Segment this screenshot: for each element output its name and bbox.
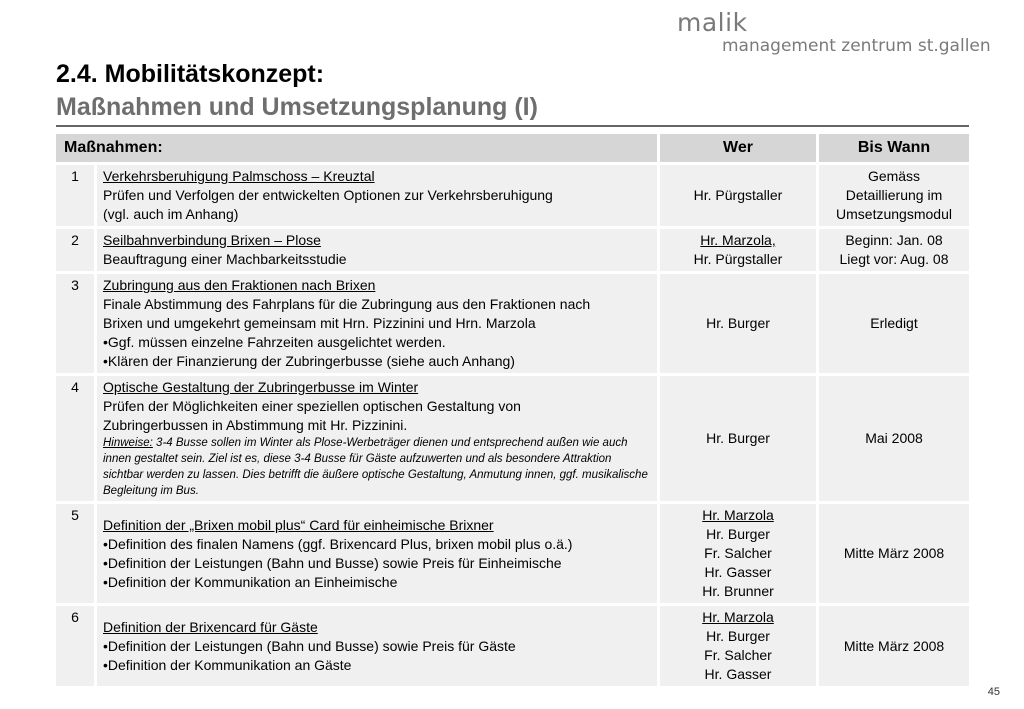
page-title: 2.4. Mobilitätskonzept: <box>56 60 325 88</box>
measure-line: Zubringerbussen in Abstimmung mit Hr. Pizzinini. <box>103 417 408 433</box>
logo-subtitle: management zentrum st.gallen <box>722 36 991 56</box>
measure-line: •Definition der Kommunikation an Einheimische <box>103 573 398 590</box>
deadline-line: Detaillierung im <box>845 187 943 203</box>
row-deadline <box>818 228 970 273</box>
measure-line: (vgl. auch im Anhang) <box>103 206 239 222</box>
measure-line: •Klären der Finanzierung der Zubringerbusse (siehe auch Anhang) <box>103 353 515 369</box>
table-row <box>56 605 969 687</box>
table-row <box>56 503 969 605</box>
deadline-line: Beginn: Jan. 08 <box>845 232 943 248</box>
logo-wordmark: malik <box>677 8 748 37</box>
row-responsible <box>659 164 818 228</box>
row-deadline <box>818 605 970 687</box>
responsible-person: Hr. Pürgstaller <box>693 251 783 267</box>
row-measure <box>96 503 659 605</box>
deadline-line: Mitte März 2008 <box>843 545 945 561</box>
measure-note: Hinweise: 3-4 Busse sollen im Winter als Plose-Werbeträger dienen und entsprechend außen wie auch innen gestaltet sein. Ziel ist es, diese 3-4 Busse für Gäste aufzuwerten und als besondere Attraktion sichtbar werden zu lassen. Dies betrifft die äußere optische Gestaltung, Anmutung innen, ggf. musikalische Begleitung im Bus. <box>103 437 648 497</box>
measure-line: Prüfen und Verfolgen der entwickelten Optionen zur Verkehrsberuhigung <box>103 187 553 203</box>
responsible-person: Hr. Burger <box>706 430 770 446</box>
responsible-person: Hr. Burger <box>706 628 770 644</box>
responsible-person: Fr. Salcher <box>704 647 772 663</box>
row-responsible <box>659 228 818 273</box>
measure-line: •Ggf. müssen einzelne Fahrzeiten ausgelichtet werden. <box>103 334 446 350</box>
header-wer: Wer <box>659 134 818 164</box>
page-subtitle: Maßnahmen und Umsetzungsplanung (I) <box>56 93 538 121</box>
responsible-person: Hr. Burger <box>706 526 770 542</box>
row-deadline <box>818 164 970 228</box>
responsible-person: Fr. Salcher <box>704 545 772 561</box>
measure-line: •Definition der Leistungen (Bahn und Busse) sowie Preis für Gäste <box>103 637 516 654</box>
measure-line: Finale Abstimmung des Fahrplans für die Zubringung aus den Fraktionen nach <box>103 296 591 312</box>
deadline-line: Mai 2008 <box>865 430 923 446</box>
measures-table <box>56 134 969 686</box>
row-deadline <box>818 503 970 605</box>
table-row <box>56 228 969 273</box>
deadline-line: Gemäss <box>867 168 921 184</box>
deadline-line: Umsetzungsmodul <box>836 206 952 222</box>
measure-line: •Definition der Kommunikation an Gäste <box>103 656 352 673</box>
row-measure <box>96 228 659 273</box>
row-number: 3 <box>56 273 96 375</box>
measure-heading: Seilbahnverbindung Brixen – Plose <box>103 232 321 248</box>
row-responsible <box>659 605 818 687</box>
row-measure <box>96 605 659 687</box>
page-number: 45 <box>987 686 1000 698</box>
responsible-person: Hr. Burger <box>706 315 770 331</box>
row-number: 1 <box>56 164 96 228</box>
row-responsible <box>659 375 818 503</box>
row-deadline <box>818 273 970 375</box>
table-header-row <box>56 134 969 164</box>
responsible-person: Hr. Marzola <box>702 507 774 523</box>
deadline-line: Liegt vor: Aug. 08 <box>839 251 949 267</box>
row-number: 2 <box>56 228 96 273</box>
responsible-person: Hr. Gasser <box>704 564 772 580</box>
measure-line: Beauftragung einer Machbarkeitsstudie <box>103 251 347 267</box>
row-number: 4 <box>56 375 96 503</box>
responsible-person: Hr. Marzola, <box>700 232 776 248</box>
row-deadline <box>818 375 970 503</box>
measure-heading: Definition der „Brixen mobil plus“ Card für einheimische Brixner <box>103 516 494 533</box>
table-row <box>56 375 969 503</box>
measure-line: Brixen und umgekehrt gemeinsam mit Hrn. Pizzinini und Hrn. Marzola <box>103 315 536 331</box>
table-row <box>56 273 969 375</box>
deadline-line: Erledigt <box>870 315 918 331</box>
header-bis-wann: Bis Wann <box>818 134 970 164</box>
row-measure <box>96 273 659 375</box>
title-divider <box>56 125 969 127</box>
deadline-line: Mitte März 2008 <box>843 637 945 654</box>
header-massnahmen: Maßnahmen: <box>56 134 659 164</box>
note-label: Hinweise: <box>103 437 153 449</box>
responsible-person: Hr. Pürgstaller <box>693 187 783 203</box>
measure-heading: Optische Gestaltung der Zubringerbusse im Winter <box>103 379 419 395</box>
responsible-person: Hr. Brunner <box>702 583 774 599</box>
table-row <box>56 164 969 228</box>
row-measure <box>96 375 659 503</box>
row-measure <box>96 164 659 228</box>
measure-heading: Zubringung aus den Fraktionen nach Brixen <box>103 277 376 293</box>
row-responsible <box>659 273 818 375</box>
measure-heading: Definition der Brixencard für Gäste <box>103 618 318 635</box>
measure-line: •Definition des finalen Namens (ggf. Brixencard Plus, brixen mobil plus o.ä.) <box>103 535 573 552</box>
responsible-person: Hr. Gasser <box>704 666 772 682</box>
measure-line: Prüfen der Möglichkeiten einer speziellen optischen Gestaltung von <box>103 398 521 414</box>
row-number: 6 <box>56 605 96 687</box>
measure-heading: Verkehrsberuhigung Palmschoss – Kreuztal <box>103 168 375 184</box>
row-responsible <box>659 503 818 605</box>
responsible-person: Hr. Marzola <box>702 609 774 625</box>
row-number: 5 <box>56 503 96 605</box>
measure-line: •Definition der Leistungen (Bahn und Busse) sowie Preis für Einheimische <box>103 554 562 571</box>
